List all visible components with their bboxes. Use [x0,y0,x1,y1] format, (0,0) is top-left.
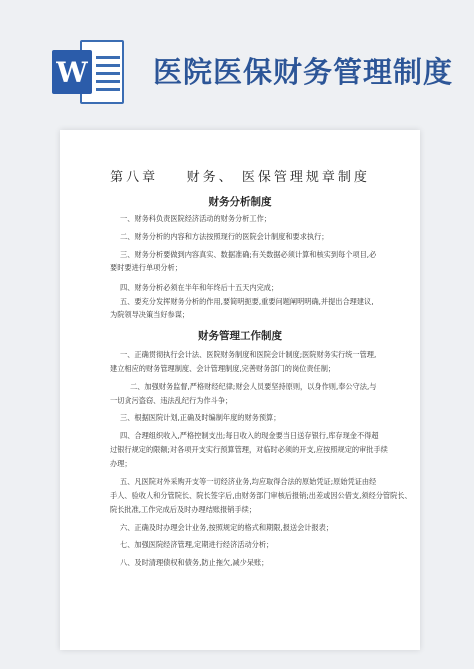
paragraph-line: 手人、验收人和分管院长、院长签字后,由财务部门审核后报销;出差或因公借支,须经分管院长、 [110,491,412,500]
paragraph-line: 建立相应的财务管理制度、会计管理制度,完善财务部门的岗位责任制； [110,364,336,373]
paragraph-line: 八、及时清理债权和债务,防止拖欠,减少呆账； [120,558,269,567]
word-document-icon [52,40,124,104]
chapter-title: 第八章 财务、 医保管理规章制度 [110,170,370,185]
paragraph-line: 院长批准,工作完成后及时办理结账报销手续； [110,505,257,514]
paragraph-line: 二、财务分析的内容和方法按照现行的医院会计制度和要求执行； [120,232,329,241]
paragraph-line: 四、合理组织收入,严格控制支出;每日收入的现金要当日送存银行,库存现金不得超 [120,431,379,440]
paragraph-line: 要时要进行单项分析； [110,263,182,272]
paragraph-line: 五、凡医院对外采购开支等一切经济业务,均应取得合法的原始凭证;原始凭证由经 [120,477,377,486]
paragraph-line: 三、财务分析要做到内容真实、数据准确;有关数据必须计算和核实到每个项目,必 [120,250,377,259]
section-title: 财务管理工作制度 [198,330,282,342]
document-page [60,130,420,650]
paragraph-line: 七、加强医院经济管理,定期进行经济活动分析； [120,540,274,549]
section-title: 财务分析制度 [208,196,272,208]
paragraph-line: 为院领导决策当好参谋； [110,310,190,319]
word-letter-badge: W [52,50,92,94]
paragraph-line: 三、根据医院计划,正确及时编制年度的财务预算； [120,413,281,422]
paragraph-line: 二、加强财务监督,严格财经纪律;财会人员要坚持原则，以身作则,奉公守法,与 [130,382,377,391]
paragraph-line: 六、正确及时办理会计业务,按照规定的格式和期限,报送会计报表； [120,523,334,532]
banner [0,0,474,120]
paragraph-line: 一、正确贯彻执行会计法、医院财务制度和医院会计制度;医院财务实行统一管理, [120,350,377,359]
page-bottom-fade [60,620,420,650]
paragraph-line: 五、要充分发挥财务分析的作用,要简明扼要,重要问题阐明明确,并提出合理建议, [120,297,374,306]
paragraph-line: 四、财务分析必须在半年和年终后十五天内完成； [120,283,279,292]
banner-title: 医院医保财务管理制度 [153,55,454,89]
paragraph-line: 过银行规定的限额;对各项开支实行预算管理，对临时必须的开支,应按照规定的审批手续 [110,445,388,454]
paragraph-line: 办理； [110,459,132,468]
paragraph-line: 一切贪污盗窃、违法乱纪行为作斗争； [110,396,233,405]
paragraph-line: 一、财务科负责医院经济活动的财务分析工作； [120,214,271,223]
